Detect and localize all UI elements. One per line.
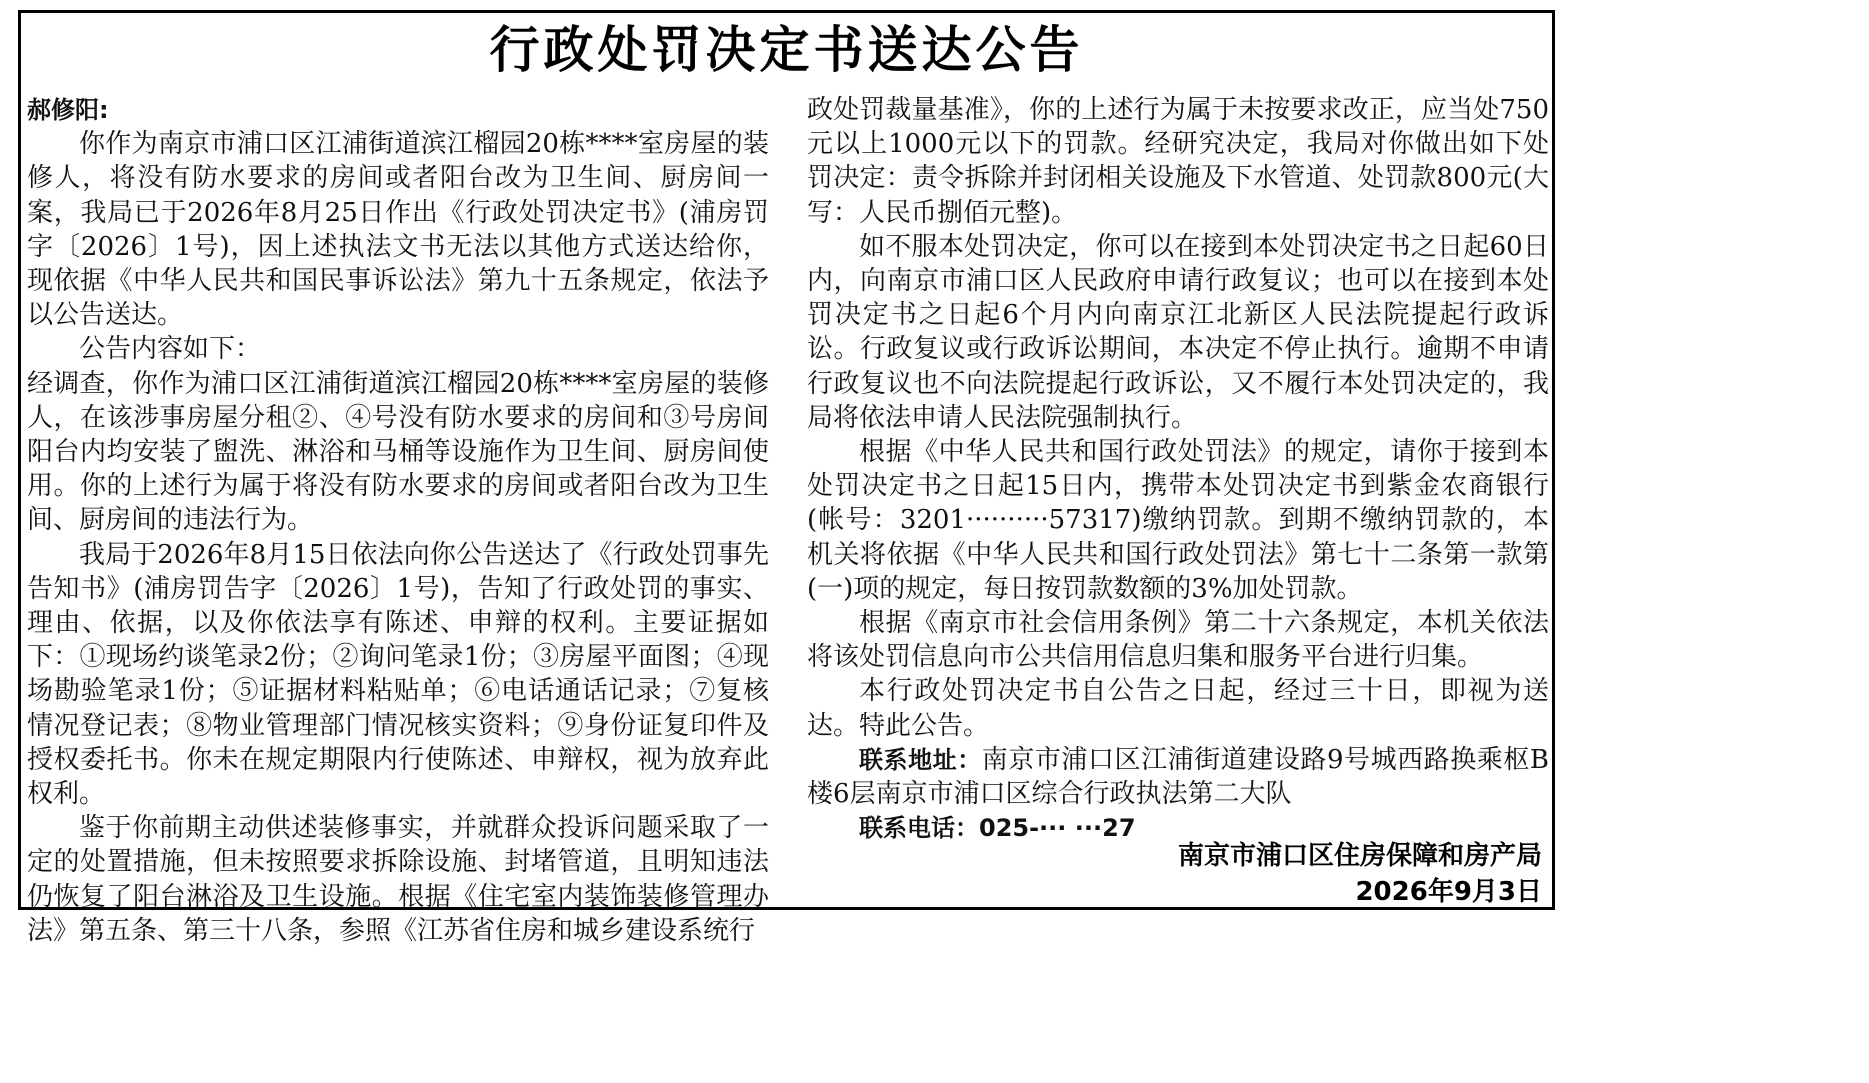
- contact-phone-value: 025-··· ···27: [979, 814, 1136, 843]
- issuer: 南京市浦口区住房保障和房产局: [1177, 841, 1542, 871]
- paragraph-content-heading: 公告内容如下：: [79, 334, 262, 365]
- contact-address: [807, 743, 1549, 811]
- addressee: 郝修阳:: [27, 96, 109, 124]
- contact-phone-label: 联系电话：: [859, 814, 979, 843]
- issue-date: 2026年9月3日: [1355, 877, 1542, 907]
- paragraph-effective: 本行政处罚决定书自公告之日起，经过三十日，即视为送达。特此公告。: [807, 676, 1549, 741]
- paragraph-decision: 政处罚裁量基准》，你的上述行为属于未按要求改正，应当处750元以上1000元以下的罚款。经研究决定，我局对你做出如下处罚决定：责令拆除并封闭相关设施及下水管道、处罚款800元(大写：人民币捌佰元整)。: [807, 95, 1549, 228]
- paragraph-appeal: 如不服本处罚决定，你可以在接到本处罚决定书之日起60日内，向南京市浦口区人民政府申请行政复议；也可以在接到本处罚决定书之日起6个月内向南京江北新区人民法院提起行政诉讼。行政复议或行政诉讼期间，本决定不停止执行。逾期不申请行政复议也不向法院提起行政诉讼，又不履行本处罚决定的，我局将依法申请人民法院强制执行。: [807, 231, 1549, 433]
- paragraph-basis: 鉴于你前期主动供述装修事实，并就群众投诉问题采取了一定的处置措施，但未按照要求拆除设施、封堵管道，且明知违法仍恢复了阳台淋浴及卫生设施。根据《住宅室内装饰装修管理办法》第五条、第三十八条，参照《江苏省住房和城乡建设系统行: [27, 813, 769, 946]
- right-column: [807, 93, 1549, 845]
- notice-box: [18, 10, 1555, 946]
- contact-address-label: 联系地址：: [859, 745, 982, 774]
- paragraph-investigation: 经调查，你作为浦口区江浦街道滨江榴园20栋****室房屋的装修人，在该涉事房屋分租②、④号没有防水要求的房间和③号房间阳台内均安装了盥洗、淋浴和马桶等设施作为卫生间、厨房间使用。你的上述行为属于将没有防水要求的房间或者阳台改为卫生间、厨房间的违法行为。: [27, 368, 769, 536]
- contact-address-value: 南京市浦口区江浦街道建设路9号城西路换乘枢B楼6层南京市浦口区综合行政执法第二大队: [807, 744, 1549, 810]
- paragraph-intro: 你作为南京市浦口区江浦街道滨江榴园20栋****室房屋的装修人，将没有防水要求的房间或者阳台改为卫生间、厨房间一案，我局已于2026年8月25日作出《行政处罚决定书》(浦房罚字〔2026〕1号)，因上述执法文书无法以其他方式送达给你，现依据《中华人民共和国民事诉讼法》第九十五条规定，依法予以公告送达。: [27, 129, 769, 331]
- paragraph-prior-notice: 我局于2026年8月15日依法向你公告送达了《行政处罚事先告知书》(浦房罚告字〔2026〕1号)，告知了行政处罚的事实、理由、依据，以及你依法享有陈述、申辩的权利。主要证据如下：①现场约谈笔录2份；②询问笔录1份；③房屋平面图；④现场勘验笔录1份；⑤证据材料粘贴单；⑥电话通话记录；⑦复核情况登记表；⑧物业管理部门情况核实资料；⑨身份证复印件及授权委托书。你未在规定期限内行使陈述、申辩权，视为放弃此权利。: [27, 539, 769, 810]
- left-column: [27, 93, 769, 948]
- notice-title: 行政处罚决定书送达公告: [489, 21, 1084, 79]
- paragraph-credit: 根据《南京市社会信用条例》第二十六条规定，本机关依法将该处罚信息向市公共信用信息归集和服务平台进行归集。: [807, 608, 1549, 673]
- paragraph-payment: 根据《中华人民共和国行政处罚法》的规定，请你于接到本处罚决定书之日起15日内，携带本处罚决定书到紫金农商银行(帐号：3201··········57317)缴纳罚款。到期不缴纳罚款的，本机关将依据《中华人民共和国行政处罚法》第七十二条第一款第(一)项的规定，每日按罚款数额的3%加处罚款。: [807, 437, 1549, 604]
